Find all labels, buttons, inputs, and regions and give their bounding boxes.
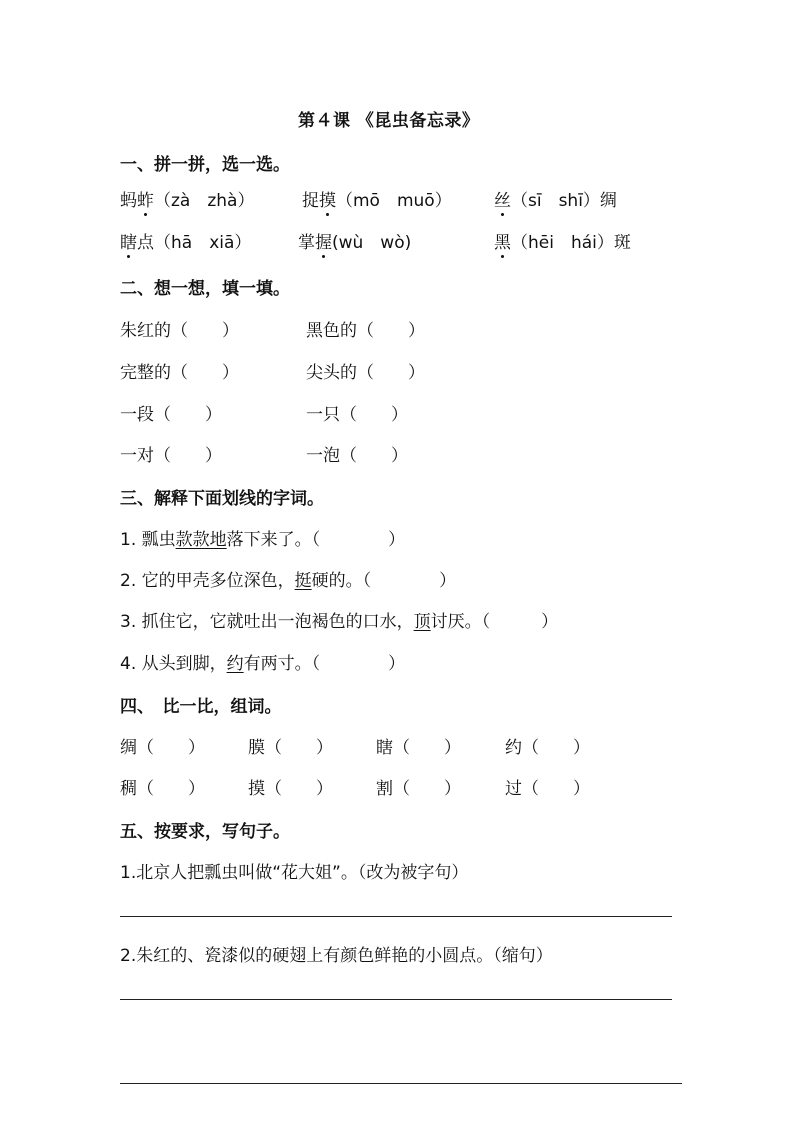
underlined-word: 约 bbox=[226, 654, 244, 674]
explain-question bbox=[120, 566, 456, 591]
compare-item: 稠（ ） bbox=[120, 779, 205, 799]
dotted-char: 握 bbox=[315, 228, 332, 253]
section-2-heading: 二、想一想，填一填。 bbox=[120, 279, 290, 299]
pinyin-item bbox=[120, 186, 254, 211]
dotted-char: 蚱 bbox=[137, 186, 154, 211]
underlined-word: 款款地 bbox=[175, 530, 227, 550]
answer-line[interactable] bbox=[120, 999, 672, 1000]
dotted-char: 瞎 bbox=[120, 228, 137, 253]
dotted-char: 摸 bbox=[319, 186, 336, 211]
pinyin-item bbox=[494, 228, 631, 253]
compare-item: 约（ ） bbox=[505, 738, 590, 758]
pinyin-options: （sī shī）绸 bbox=[511, 191, 617, 211]
fill-item: 黑色的（ ） bbox=[306, 321, 425, 341]
compare-item: 割（ ） bbox=[376, 779, 461, 799]
explain-question bbox=[120, 649, 405, 674]
underlined-word: 顶 bbox=[413, 612, 431, 632]
answer-line[interactable] bbox=[120, 916, 672, 917]
section-5-heading: 五、按要求，写句子。 bbox=[120, 822, 290, 842]
question-text: 3. 抓住它，它就吐出一泡褐色的口水， bbox=[120, 612, 414, 632]
pinyin-options: （mō muō） bbox=[336, 191, 452, 211]
question-text: 1. 瓢虫 bbox=[120, 530, 176, 550]
pinyin-options: 点（hā xiā） bbox=[137, 233, 252, 253]
dotted-char: 丝 bbox=[494, 186, 511, 211]
char: 蚂 bbox=[120, 191, 137, 211]
compare-item: 过（ ） bbox=[505, 779, 590, 799]
question-text: 硬的。（ ） bbox=[311, 571, 457, 591]
question-text: 有两寸。（ ） bbox=[243, 654, 406, 674]
section-1-heading: 一、拼一拼，选一选。 bbox=[120, 155, 290, 175]
compare-item: 绸（ ） bbox=[120, 738, 205, 758]
dotted-char: 黑 bbox=[494, 228, 511, 253]
fill-item: 尖头的（ ） bbox=[306, 363, 425, 383]
pinyin-item bbox=[302, 186, 452, 211]
fill-item: 一段（ ） bbox=[120, 405, 222, 425]
compare-item: 瞎（ ） bbox=[376, 738, 461, 758]
explain-question bbox=[120, 525, 405, 550]
fill-item: 一对（ ） bbox=[120, 446, 222, 466]
underlined-word: 挺 bbox=[294, 571, 312, 591]
pinyin-options: （hēi hái）斑 bbox=[511, 233, 631, 253]
fill-item: 朱红的（ ） bbox=[120, 321, 239, 341]
pinyin-options: （zà zhà） bbox=[154, 191, 255, 211]
fill-item: 完整的（ ） bbox=[120, 363, 239, 383]
pinyin-options: (wù wò) bbox=[332, 233, 412, 253]
question-text: 讨厌。（ ） bbox=[430, 612, 559, 632]
rewrite-question: 2.朱红的、瓷漆似的硬翅上有颜色鲜艳的小圆点。（缩句） bbox=[120, 946, 553, 966]
pinyin-item bbox=[298, 228, 411, 253]
fill-item: 一泡（ ） bbox=[306, 446, 408, 466]
explain-question bbox=[120, 607, 558, 632]
section-3-heading: 三、解释下面划线的字词。 bbox=[120, 489, 324, 509]
compare-item: 摸（ ） bbox=[248, 779, 333, 799]
pinyin-item bbox=[494, 186, 617, 211]
rewrite-question: 1.北京人把瓢虫叫做“花大姐”。（改为被字句） bbox=[120, 863, 469, 883]
char: 掌 bbox=[298, 233, 315, 253]
compare-item: 膜（ ） bbox=[248, 738, 333, 758]
char: 捉 bbox=[302, 191, 319, 211]
page-title: 第４课 《昆虫备忘录》 bbox=[298, 111, 480, 131]
question-text: 落下来了。（ ） bbox=[226, 530, 406, 550]
question-text: 2. 它的甲壳多位深色， bbox=[120, 571, 295, 591]
question-text: 4. 从头到脚， bbox=[120, 654, 227, 674]
fill-item: 一只（ ） bbox=[306, 405, 408, 425]
pinyin-item bbox=[120, 228, 251, 253]
answer-line[interactable] bbox=[120, 1083, 682, 1084]
section-4-heading: 四、 比一比，组词。 bbox=[120, 697, 282, 717]
